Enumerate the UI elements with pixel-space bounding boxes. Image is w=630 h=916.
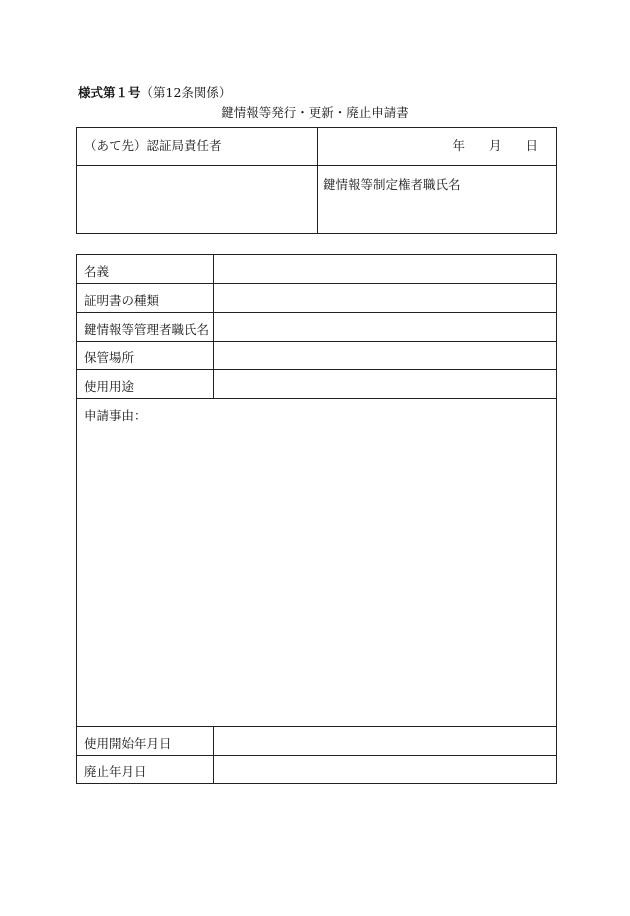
form-number: 様式第１号 — [78, 85, 141, 100]
divider — [317, 128, 318, 233]
table-row — [77, 313, 556, 342]
key-manager-input[interactable] — [213, 313, 556, 341]
table-row — [77, 727, 556, 756]
row-label: 名義 — [84, 264, 110, 279]
table-row — [77, 370, 556, 399]
row-label: 鍵情報等管理者職氏名 — [84, 322, 210, 337]
row-label: 保管場所 — [84, 350, 135, 365]
date-field[interactable] — [452, 136, 538, 154]
usage-purpose-input[interactable] — [213, 370, 556, 398]
divider — [77, 165, 556, 166]
addressee-box — [76, 127, 557, 234]
end-date-input[interactable] — [213, 755, 556, 784]
requester-name-field: 鍵情報等制定権者職氏名 — [323, 177, 461, 192]
date-month-label: 月 — [488, 138, 502, 153]
name-input[interactable] — [213, 255, 556, 283]
date-year-label: 年 — [452, 138, 465, 153]
form-reference: （第12条関係） — [140, 85, 232, 100]
start-date-input[interactable] — [213, 727, 556, 755]
certificate-type-input[interactable] — [213, 284, 556, 312]
table-row — [77, 341, 556, 370]
date-day-label: 日 — [525, 138, 538, 153]
form-identifier — [78, 83, 231, 101]
row-label: 廃止年月日 — [84, 764, 147, 779]
details-table — [76, 254, 557, 784]
reason-field[interactable] — [77, 399, 556, 727]
row-label: 使用用途 — [84, 379, 135, 394]
storage-location-input[interactable] — [213, 341, 556, 369]
table-row — [77, 255, 556, 284]
table-row — [77, 284, 556, 313]
document-title: 鍵情報等発行・更新・廃止申請書 — [221, 105, 409, 120]
row-label: 証明書の種類 — [84, 293, 160, 308]
addressee-label: （あて先）認証局責任者 — [84, 138, 222, 153]
reason-label: 申請事由： — [84, 408, 147, 423]
row-label: 使用開始年月日 — [84, 736, 172, 751]
table-row — [77, 755, 556, 784]
